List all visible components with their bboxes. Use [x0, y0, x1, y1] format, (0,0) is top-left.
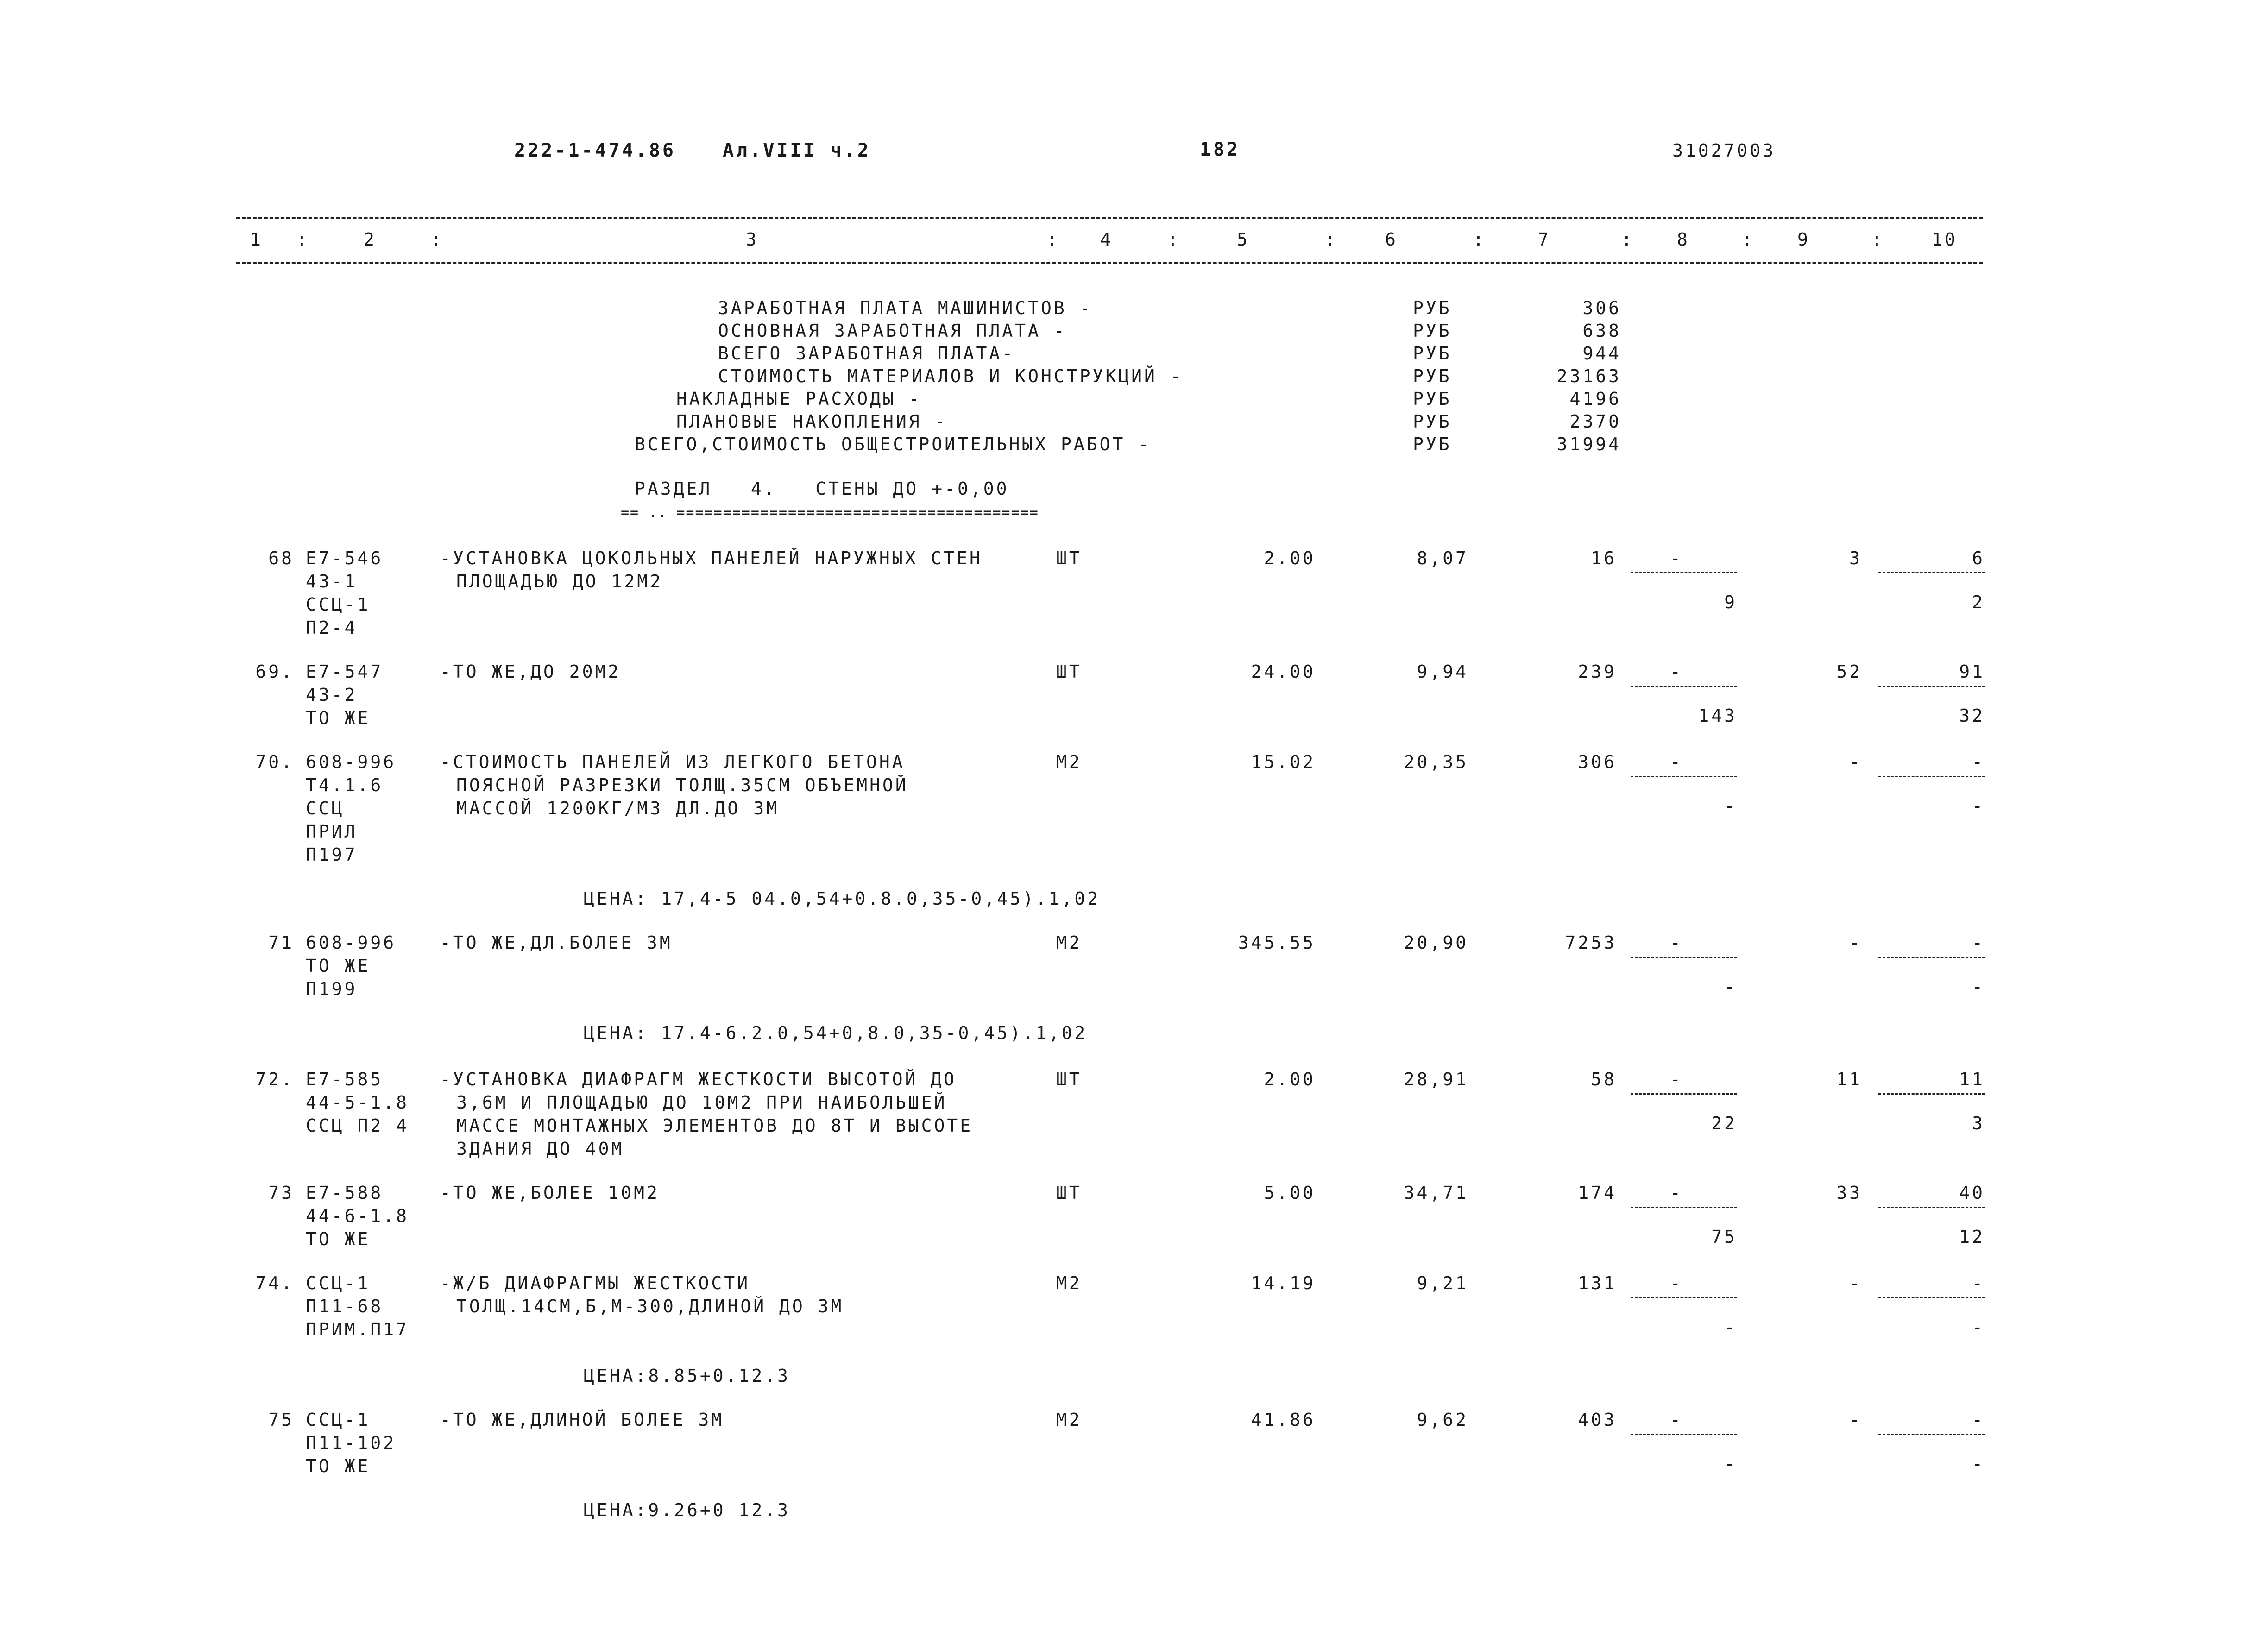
section-title: РАЗДЕЛ 4. СТЕНЫ ДО +-0,00 — [635, 479, 1009, 499]
row-number: 70. — [255, 752, 294, 772]
summary-label: СТОИМОСТЬ МАТЕРИАЛОВ И КОНСТРУКЦИЙ - — [718, 366, 1183, 386]
row-quantity: 15.02 — [1251, 752, 1316, 772]
row-description-line: -ТО ЖЕ,ДЛИНОЙ БОЛЕЕ 3М — [440, 1410, 724, 1430]
row-col10-top: - — [1972, 752, 1985, 772]
summary-value: 638 — [1582, 321, 1621, 341]
row-col10-top: - — [1972, 1273, 1985, 1293]
row-unit: ШТ — [1056, 1069, 1082, 1090]
row-col10-fraction-line — [1878, 957, 1985, 958]
row-description-line: МАССЕ МОНТАЖНЫХ ЭЛЕМЕНТОВ ДО 8Т И ВЫСОТЕ — [456, 1115, 973, 1136]
row-col8-bottom: - — [1724, 1454, 1737, 1474]
row-col9: - — [1849, 1410, 1862, 1430]
row-number: 69. — [255, 661, 294, 682]
row-unit: М2 — [1056, 1410, 1082, 1430]
row-description-line: ЗДАНИЯ ДО 40М — [456, 1139, 624, 1159]
row-unit-price: 8,07 — [1417, 548, 1468, 568]
row-code-line: ТО ЖЕ — [306, 956, 371, 976]
row-price-note: ЦЕНА:8.85+0.12.3 — [584, 1366, 791, 1386]
row-unit-price: 28,91 — [1404, 1069, 1468, 1090]
row-number: 68 — [268, 548, 294, 568]
row-col10-bottom: - — [1972, 1454, 1985, 1474]
row-col10-fraction-line — [1878, 1093, 1985, 1095]
row-code-line: ПРИМ.П17 — [306, 1319, 410, 1340]
column-number: 1 — [250, 229, 263, 250]
row-description-line: МАССОЙ 1200КГ/М3 ДЛ.ДО 3М — [456, 798, 779, 819]
summary-unit: РУБ — [1413, 321, 1452, 341]
row-col8-top: - — [1670, 548, 1683, 568]
row-description-line: -ТО ЖЕ,БОЛЕЕ 10М2 — [440, 1183, 660, 1203]
row-quantity: 2.00 — [1264, 548, 1316, 568]
row-col8-top: - — [1670, 1410, 1683, 1430]
row-total: 7253 — [1565, 932, 1617, 953]
row-code-line: ССЦ П2 4 — [306, 1115, 410, 1136]
summary-value: 306 — [1582, 298, 1621, 318]
row-col8-bottom: - — [1724, 796, 1737, 816]
row-quantity: 14.19 — [1251, 1273, 1316, 1293]
row-col10-bottom: 32 — [1959, 705, 1985, 726]
row-col8-fraction-line — [1631, 1207, 1737, 1208]
row-unit: М2 — [1056, 1273, 1082, 1293]
summary-value: 944 — [1582, 343, 1621, 364]
row-col9: 52 — [1836, 661, 1862, 682]
row-col8-fraction-line — [1631, 572, 1737, 573]
row-total: 174 — [1578, 1183, 1617, 1203]
row-code-line: Е7-547 — [306, 661, 384, 682]
row-unit: М2 — [1056, 932, 1082, 953]
summary-unit: РУБ — [1413, 366, 1452, 386]
row-quantity: 345.55 — [1238, 932, 1316, 953]
column-number: 10 — [1932, 229, 1958, 250]
row-description-line: -УСТАНОВКА ЦОКОЛЬНЫХ ПАНЕЛЕЙ НАРУЖНЫХ СТЕН — [440, 548, 983, 568]
row-description-line: -ТО ЖЕ,ДО 20М2 — [440, 661, 621, 682]
summary-value: 23163 — [1556, 366, 1621, 386]
row-col8-bottom: 143 — [1698, 705, 1737, 726]
row-quantity: 5.00 — [1264, 1183, 1316, 1203]
row-description-line: -УСТАНОВКА ДИАФРАГМ ЖЕСТКОСТИ ВЫСОТОЙ ДО — [440, 1069, 957, 1090]
row-code-line: П11-68 — [306, 1296, 384, 1316]
row-number: 74. — [255, 1273, 294, 1293]
summary-unit: РУБ — [1413, 298, 1452, 318]
row-code-line: П11-102 — [306, 1433, 397, 1453]
row-code-line: П199 — [306, 979, 358, 999]
row-total: 403 — [1578, 1410, 1617, 1430]
summary-label: ПЛАНОВЫЕ НАКОПЛЕНИЯ - — [676, 411, 948, 432]
column-number: 7 — [1538, 229, 1551, 250]
summary-unit: РУБ — [1413, 389, 1452, 409]
row-col10-bottom: - — [1972, 976, 1985, 997]
page-number: 182 — [1200, 139, 1241, 160]
row-total: 306 — [1578, 752, 1617, 772]
row-col10-fraction-line — [1878, 776, 1985, 777]
row-quantity: 2.00 — [1264, 1069, 1316, 1090]
row-price-note: ЦЕНА: 17,4-5 04.0,54+0.8.0,35-0,45).1,02 — [584, 888, 1101, 909]
row-unit-price: 34,71 — [1404, 1183, 1468, 1203]
row-code-line: 43-1 — [306, 571, 358, 592]
header-rule-top — [236, 217, 1983, 219]
summary-unit: РУБ — [1413, 411, 1452, 432]
row-col8-bottom: 22 — [1711, 1113, 1737, 1134]
row-col9: 33 — [1836, 1183, 1862, 1203]
row-description-line: -Ж/Б ДИАФРАГМЫ ЖЕСТКОСТИ — [440, 1273, 750, 1293]
row-col8-bottom: - — [1724, 976, 1737, 997]
column-number: 4 — [1100, 229, 1113, 250]
row-col9: - — [1849, 752, 1862, 772]
column-separator: : — [431, 229, 444, 250]
row-unit-price: 20,35 — [1404, 752, 1468, 772]
row-col10-fraction-line — [1878, 1207, 1985, 1208]
row-col10-bottom: 2 — [1972, 592, 1985, 612]
column-number: 8 — [1677, 229, 1690, 250]
row-unit: ШТ — [1056, 661, 1082, 682]
row-total: 16 — [1591, 548, 1617, 568]
summary-label: НАКЛАДНЫЕ РАСХОДЫ - — [676, 389, 922, 409]
column-separator: : — [1325, 229, 1338, 250]
header-rule-bottom — [236, 262, 1983, 264]
row-total: 58 — [1591, 1069, 1617, 1090]
row-col10-top: 40 — [1959, 1183, 1985, 1203]
row-code-line: 608-996 — [306, 932, 397, 953]
row-col10-bottom: - — [1972, 796, 1985, 816]
row-code-line: ССЦ-1 — [306, 1273, 371, 1293]
summary-value: 4196 — [1569, 389, 1621, 409]
row-description-line: 3,6М И ПЛОЩАДЬЮ ДО 10М2 ПРИ НАИБОЛЬШЕЙ — [456, 1092, 947, 1113]
row-col8-fraction-line — [1631, 1093, 1737, 1095]
row-code-line: ССЦ — [306, 798, 345, 819]
row-code-line: ССЦ-1 — [306, 594, 371, 615]
row-col10-bottom: 3 — [1972, 1113, 1985, 1134]
row-col9: 11 — [1836, 1069, 1862, 1090]
row-code-line: Е7-588 — [306, 1183, 384, 1203]
row-col10-top: - — [1972, 932, 1985, 953]
row-unit-price: 20,90 — [1404, 932, 1468, 953]
column-number: 6 — [1385, 229, 1398, 250]
row-col10-fraction-line — [1878, 572, 1985, 573]
row-col8-fraction-line — [1631, 686, 1737, 687]
section-underline: == .. ======================================= — [621, 504, 1039, 521]
summary-unit: РУБ — [1413, 434, 1452, 454]
row-col10-bottom: 12 — [1959, 1227, 1985, 1247]
column-separator: : — [1167, 229, 1180, 250]
summary-label: ЗАРАБОТНАЯ ПЛАТА МАШИНИСТОВ - — [718, 298, 1093, 318]
row-unit: ШТ — [1056, 1183, 1082, 1203]
row-code-line: 608-996 — [306, 752, 397, 772]
row-code-line: П2-4 — [306, 617, 358, 638]
row-col8-fraction-line — [1631, 1297, 1737, 1298]
row-description-line: -ТО ЖЕ,ДЛ.БОЛЕЕ 3М — [440, 932, 673, 953]
row-price-note: ЦЕНА:9.26+0 12.3 — [584, 1500, 791, 1520]
row-col8-fraction-line — [1631, 776, 1737, 777]
row-col10-top: - — [1972, 1410, 1985, 1430]
row-code-line: 44-6-1.8 — [306, 1206, 410, 1226]
row-col10-top: 11 — [1959, 1069, 1985, 1090]
row-col8-top: - — [1670, 1273, 1683, 1293]
row-col9: 3 — [1849, 548, 1862, 568]
column-number: 9 — [1797, 229, 1810, 250]
row-code-line: ТО ЖЕ — [306, 708, 371, 728]
row-code-line: 43-2 — [306, 685, 358, 705]
row-code-line: ПРИЛ — [306, 821, 358, 842]
row-code-line: ТО ЖЕ — [306, 1229, 371, 1249]
row-quantity: 41.86 — [1251, 1410, 1316, 1430]
row-unit: М2 — [1056, 752, 1082, 772]
row-code-line: П197 — [306, 844, 358, 865]
row-col10-fraction-line — [1878, 1297, 1985, 1298]
column-separator: : — [1621, 229, 1634, 250]
column-separator: : — [296, 229, 309, 250]
row-code-line: ССЦ-1 — [306, 1410, 371, 1430]
column-separator: : — [1473, 229, 1486, 250]
row-col10-fraction-line — [1878, 1434, 1985, 1435]
row-number: 71 — [268, 932, 294, 953]
summary-unit: РУБ — [1413, 343, 1452, 364]
row-description-line: ПОЯСНОЙ РАЗРЕЗКИ ТОЛЩ.35СМ ОБЪЕМНОЙ — [456, 775, 908, 795]
row-col10-top: 6 — [1972, 548, 1985, 568]
row-unit: ШТ — [1056, 548, 1082, 568]
row-unit-price: 9,94 — [1417, 661, 1468, 682]
row-description-line: ТОЛЩ.14СМ,Б,М-300,ДЛИНОЙ ДО 3М — [456, 1296, 844, 1316]
row-col9: - — [1849, 932, 1862, 953]
row-col8-top: - — [1670, 1069, 1683, 1090]
column-separator: : — [1871, 229, 1884, 250]
column-separator: : — [1047, 229, 1060, 250]
row-code-line: Т4.1.6 — [306, 775, 384, 795]
row-col8-top: - — [1670, 661, 1683, 682]
column-number: 3 — [746, 229, 759, 250]
row-col8-top: - — [1670, 752, 1683, 772]
album-ref: Ал.VIII ч.2 — [723, 140, 871, 161]
row-col8-bottom: 9 — [1724, 592, 1737, 612]
column-separator: : — [1742, 229, 1755, 250]
row-col8-fraction-line — [1631, 957, 1737, 958]
row-col8-fraction-line — [1631, 1434, 1737, 1435]
column-number: 5 — [1237, 229, 1250, 250]
row-quantity: 24.00 — [1251, 661, 1316, 682]
summary-value: 31994 — [1556, 434, 1621, 454]
row-col10-fraction-line — [1878, 686, 1985, 687]
row-col8-bottom: - — [1724, 1317, 1737, 1337]
row-description-line: ПЛОЩАДЬЮ ДО 12М2 — [456, 571, 663, 592]
row-col8-top: - — [1670, 1183, 1683, 1203]
row-col10-top: 91 — [1959, 661, 1985, 682]
summary-value: 2370 — [1569, 411, 1621, 432]
row-number: 72. — [255, 1069, 294, 1090]
doc-code: 222-1-474.86 — [514, 140, 676, 161]
row-code-line: Е7-546 — [306, 548, 384, 568]
row-number: 75 — [268, 1410, 294, 1430]
row-number: 73 — [268, 1183, 294, 1203]
row-col8-bottom: 75 — [1711, 1227, 1737, 1247]
summary-label: ВСЕГО,СТОИМОСТЬ ОБЩЕСТРОИТЕЛЬНЫХ РАБОТ - — [635, 434, 1152, 454]
row-col10-bottom: - — [1972, 1317, 1985, 1337]
row-code-line: Е7-585 — [306, 1069, 384, 1090]
row-code-line: 44-5-1.8 — [306, 1092, 410, 1113]
row-total: 239 — [1578, 661, 1617, 682]
row-description-line: -СТОИМОСТЬ ПАНЕЛЕЙ ИЗ ЛЕГКОГО БЕТОНА — [440, 752, 905, 772]
doc-number: 31027003 — [1672, 140, 1776, 161]
row-col9: - — [1849, 1273, 1862, 1293]
row-unit-price: 9,62 — [1417, 1410, 1468, 1430]
summary-label: ВСЕГО ЗАРАБОТНАЯ ПЛАТА- — [718, 343, 1015, 364]
row-unit-price: 9,21 — [1417, 1273, 1468, 1293]
row-price-note: ЦЕНА: 17.4-6.2.0,54+0,8.0,35-0,45).1,02 — [584, 1023, 1088, 1043]
summary-label: ОСНОВНАЯ ЗАРАБОТНАЯ ПЛАТА - — [718, 321, 1067, 341]
column-number: 2 — [364, 229, 377, 250]
row-col8-top: - — [1670, 932, 1683, 953]
row-code-line: ТО ЖЕ — [306, 1456, 371, 1476]
row-total: 131 — [1578, 1273, 1617, 1293]
